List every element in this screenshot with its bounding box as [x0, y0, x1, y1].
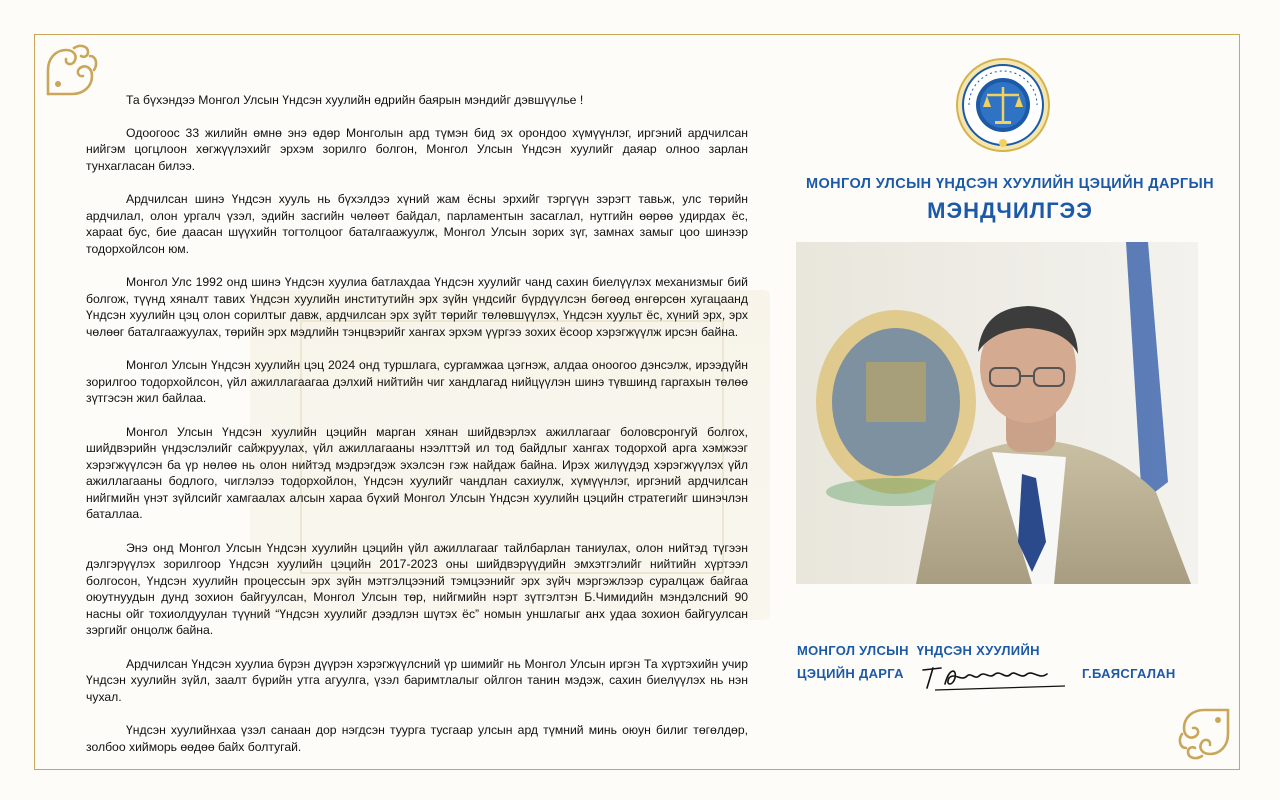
letter-paragraph: Ардчилсан Үндсэн хуулиа бүрэн дүүрэн хэрэгжүүлсний үр шимийг нь Монгол Улсын иргэн Та хүртэхийн учир Үндсэн хуулийн зүйл, заалт бүрийн утга агуулга, үзэл баримтлалыг ойлгон танин мэдэж, сахин биелүүлэх нь нэн чухал.: [86, 656, 748, 704]
heading-subtitle: МОНГОЛ УЛСЫН ҮНДСЭН ХУУЛИЙН ЦЭЦИЙН ДАРГЫН: [805, 176, 1215, 192]
letter-paragraph: Ардчилсан шинэ Үндсэн хууль нь бүхэлдээ хүний жам ёсны эрхийг тэргүүн зэрэгт тавьж, улс төрийн ардчилал, олон ургалч үзэл, эдийн засгийн чөлөөт байдал, парламентын засаглал, нутгийн өөрөө удирдах ёс, харааt бус, бие даасан шүүхийн тогтолцоог баталгаажуулж, Монгол Улсын зорих зүг, замнах замыг цоо шинээр тодорхойлсон юм.: [86, 192, 748, 256]
corner-ornament-icon: [44, 40, 102, 98]
letter-paragraph: Монгол Улс 1992 онд шинэ Үндсэн хуулиа батлахдаа Үндсэн хуулийг чанд сахин биелүүлэх механизмыг бий болгож, түүнд хяналт тавих Үндсэн хуулийн институтийн эрх зүйн үндсийг бүрдүүлсэн бөгөөд өнгөрсөн хугацаанд Үндсэн хуулийн цэц олон сорилтыг давж, ардчилсан эрх зүйт төрийг төлөвшүүлэх, Үндсэн хуульт ёс, хүний эрх, эрх чөлөөг баталгаажуулах, төрийн эрх мэдлийн тэнцвэрийг хангах эрхэм үүргээ зохих ёсоор хэрэгжүүлж ирсэн байна.: [86, 275, 748, 339]
letter-paragraph: Одоогоос 33 жилийн өмнө энэ өдөр Монголын ард түмэн бид эх орондоо хүмүүнлэг, иргэний ардчилсан нийгэм цогцлоон хөгжүүлэхийг эрхэм зорилго болгон, Монгол Улсын Үндсэн хуулийг даяар олноо зарлан тунхагласан билээ.: [86, 125, 748, 173]
letter-body: [86, 92, 748, 772]
letter-paragraph: Үндсэн хуулийнхаа үзэл санаан дор нэгдсэн туурга тусгаар улсын ард түмний минь оюун билиг төгөлдөр, золбоо хийморь өөдөө байх болтугай.: [86, 723, 748, 754]
letter-paragraph: Энэ онд Монгол Улсын Үндсэн хуулийн цэцийн үйл ажиллагааг тайлбарлан таниулах, олон нийтэд түгээн дэлгэрүүлэх зорилгоор Үндсэн хуулийн цэцийн 2017-2023 оны шийдвэрүүдийн эмхэтгэлийг нийтийн хүртээл болгосон, Үндсэн хуулийн процессын эрх зүйн мэтгэлцээний тэмцээнийг эрх зүйч мэргэжлээр суралцаж байгаа оюутнуудын дунд зохион байгуулсан, Монгол Улсын төр, нийгмийн нэрт зүтгэлтэн Б.Чимидийн мэндэлсний 90 насны ойг тохиолдуулан түүний “Үндсэн хуулийг дээдлэн шүтэх ёс” номын уншлагыг анх удаа зохион байгуулсан зэргийг онцолж байна.: [86, 540, 748, 637]
court-emblem-icon: [955, 57, 1051, 153]
signature-position-line2: ЦЭЦИЙН ДАРГА: [797, 666, 904, 681]
letter-paragraph: Монгол Улсын Үндсэн хуулийн цэцийн марган хянан шийдвэрлэх ажиллагааг боловсронгуй болгох, шийдвэрийн үндэслэлийг сайжруулах, үйл ажиллагааны нээлттэй ил тод байдлыг хангах тодорхой арга хэмжээг хэрэгжүүлсэн ба үр нөлөө нь олон нийтэд мэдрэгдэж эхэлсэн гэж найдаж байна. Ирэх жилүүдэд хэрэгжүүлэх үйл ажиллагааны бодлого, чиглэлээ тодорхойлон, Үндсэн хуулийг чандлан сахиулж, хүмүүнлэг, иргэний ардчилсан нийгмийн үнэт зүйлсийг хамгаалах алсын хараа бүхий Монгол Улсын Үндсэн хуулийн цэцийн стратегийг шинэчлэн баталлаа.: [86, 424, 748, 521]
handwritten-signature: [915, 662, 1075, 692]
letter-greeting: Та бүхэндээ Монгол Улсын Үндсэн хуулийн өдрийн баярын мэндийг дэвшүүлье !: [126, 93, 584, 107]
letter-paragraph: Монгол Улсын Үндсэн хуулийн цэц 2024 онд туршлага, сургамжаа цэгнэж, алдаа оноогоо дэнсэлж, ирээдүйн зорилгоо тодорхойлсон, үйл ажиллагаагаа дэлхий нийтийн чиг хандлагад нийцүүлэн шинэ түвшинд гаргахын төлөө зүтгэсэн жил байлаа.: [86, 358, 748, 405]
signature-position-line1: МОНГОЛ УЛСЫН ҮНДСЭН ХУУЛИЙН: [797, 643, 1040, 658]
signature-name: Г.БАЯСГАЛАН: [1082, 666, 1176, 681]
corner-ornament-icon: [1174, 706, 1232, 764]
portrait-photo: [796, 242, 1198, 584]
heading-title: МЭНДЧИЛГЭЭ: [927, 198, 1093, 223]
